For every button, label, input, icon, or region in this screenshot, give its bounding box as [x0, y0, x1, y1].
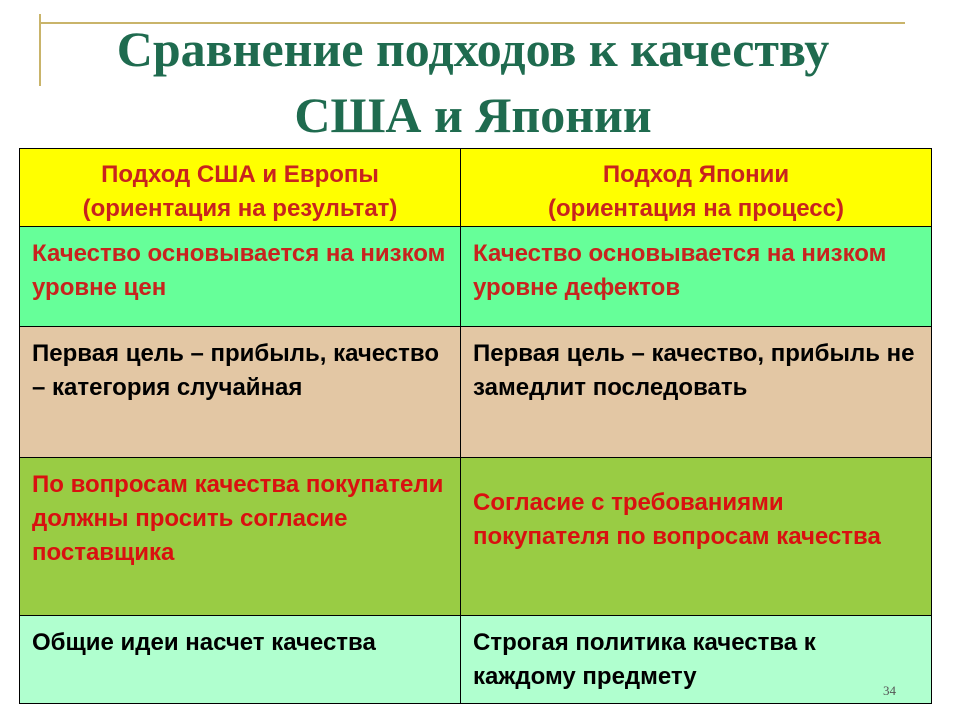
title-line-1: Сравнение подходов к качеству — [116, 21, 830, 77]
table-cell-usa: Качество основывается на низком уровне цен — [20, 227, 461, 327]
table-cell-japan: Строгая политика качества к каждому предмету — [461, 616, 932, 704]
header-japan-title: Подход Японии — [602, 161, 790, 188]
table-cell-usa: По вопросам качества покупатели должны просить согласие поставщика — [20, 458, 461, 616]
page-number: 34 — [883, 683, 896, 698]
table-row — [20, 616, 932, 704]
table-cell-usa: Общие идеи насчет качества — [20, 616, 461, 704]
table-cell-japan: Первая цель – качество, прибыль не замедлит последовать — [461, 327, 932, 458]
header-japan-subtitle: (ориентация на процесс) — [548, 195, 844, 222]
table-row — [20, 327, 932, 458]
table-cell-japan: Качество основывается на низком уровне дефектов — [461, 227, 932, 327]
table-row — [20, 458, 932, 616]
table-header-row — [20, 149, 932, 227]
slide-title — [40, 16, 906, 148]
table-row — [20, 227, 932, 327]
header-usa-title: Подход США и Европы — [101, 161, 379, 188]
table-cell-usa: Первая цель – прибыль, качество – категория случайная — [20, 327, 461, 458]
header-usa-europe — [20, 149, 461, 227]
header-japan — [461, 149, 932, 227]
comparison-table — [19, 148, 932, 704]
title-line-2: США и Японии — [294, 87, 652, 143]
header-usa-subtitle: (ориентация на результат) — [82, 195, 398, 222]
table-cell-japan: Согласие с требованиями покупателя по вопросам качества — [461, 458, 932, 616]
